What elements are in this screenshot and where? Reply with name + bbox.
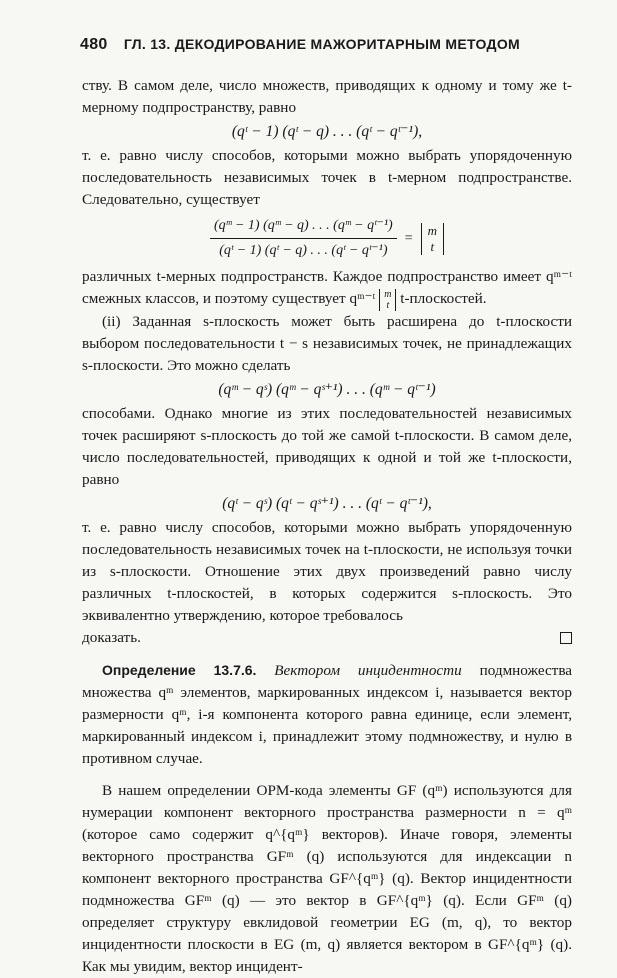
paragraph: т. е. равно числу способов, которыми можно выбрать упорядоченную последовательность независимых точек на t-плоскости, не используя точки из s-плоскости. Отношение этих двух произведений равно числу различных t-плоскостей, в которых содержится s-плоскость. Это эквивалентно утверждению, которое требовалось [82, 518, 572, 624]
proof-end-line [82, 627, 572, 649]
definition-text: подмножества множества qᵐ элементов, маркированных индексом i, называется вектор размерности qᵐ, i-я компонента которого равна единице, если элемент, маркированный индексом i, принадлежит этому подмножеству, и нулю в противном случае. [82, 661, 573, 767]
paragraph: способами. Однако многие из этих последовательностей независимых точек расширяют s-плоскость до той же самой t-плоскости. В самом деле, число последовательностей, приводящих к одной и той же t-плоскости, равно [82, 404, 572, 488]
paragraph-text: доказать. [82, 628, 141, 646]
equals-sign: = [404, 230, 413, 246]
paragraph-text: различных t-мерных подпространств. Каждое подпространство имеет qᵐ⁻ᵗ смежных классов, и поэтому существует qᵐ⁻ᵗ [82, 268, 572, 307]
page-number: 480 [80, 36, 108, 53]
gaussian-top: m [427, 222, 438, 238]
formula: (qᵗ − 1) (qᵗ − q) . . . (qᵗ − qᵗ⁻¹), [231, 123, 423, 140]
formula: (qᵗ − qˢ) (qᵗ − qˢ⁺¹) . . . (qᵗ − qᵗ⁻¹), [222, 494, 432, 512]
gaussian-top: m [384, 288, 392, 300]
definition-term: Вектором инцидентности [274, 661, 462, 679]
running-header [80, 36, 520, 54]
paragraph: (ii) Заданная s-плоскость может быть расширена до t-плоскости выбором последовательности t − s независимых точек, не принадлежащих s-плоскости. Это можно сделать [82, 312, 572, 374]
formula: (qᵐ − qˢ) (qᵐ − qˢ⁺¹) . . . (qᵐ − qᵗ⁻¹) [218, 380, 436, 398]
paragraph: ству. В самом деле, число множеств, приводящих к одному и тому же t-мерному подпространству, равно [82, 77, 572, 116]
gaussian-coefficient-inline [379, 289, 396, 311]
running-title: ГЛ. 13. ДЕКОДИРОВАНИЕ МАЖОРИТАРНЫМ МЕТОДОМ [123, 36, 520, 52]
gaussian-bottom: t [430, 238, 435, 254]
definition [82, 659, 572, 770]
paragraph: В нашем определении ОРМ-кода элементы GF (qᵐ) используются для нумерации компонент векторного пространства размерности n = qᵐ (которое само содержит q^{qᵐ} векторов). Иначе говоря, элементы векторного пространства GFᵐ (q) используются для индексации n компонент векторного пространства GF^{qᵐ} (q). Вектор инцидентности подмножества GFᵐ (q) — это вектор в GF^{qᵐ} (q). Если GFᵐ (q) определяет структуру евклидовой геометрии EG (m, q), то вектор инцидентности плоскости в EG (m, q) является вектором в GF^{qᵐ} (q). Как мы увидим, вектор инцидент- [82, 781, 572, 975]
paragraph: т. е. равно числу способов, которыми можно выбрать упорядоченную последовательность независимых точек в t-мерном подпространстве. Следовательно, существует [82, 147, 572, 208]
gaussian-bottom: t [386, 299, 390, 311]
gaussian-coefficient [421, 223, 444, 255]
definition-label: Определение 13.7.6. [102, 661, 257, 678]
fraction-denominator: (qᵗ − 1) (qᵗ − q) . . . (qᵗ − qᵗ⁻¹) [219, 243, 388, 258]
qed-square-icon [560, 632, 572, 644]
fraction [210, 215, 397, 262]
formula-gaussian-binomial [82, 215, 572, 262]
text-body [82, 75, 572, 978]
paragraph [82, 266, 572, 311]
paragraph-text: t-плоскостей. [400, 290, 487, 307]
fraction-numerator: (qᵐ − 1) (qᵐ − q) . . . (qᵐ − qᵗ⁻¹) [210, 215, 397, 239]
